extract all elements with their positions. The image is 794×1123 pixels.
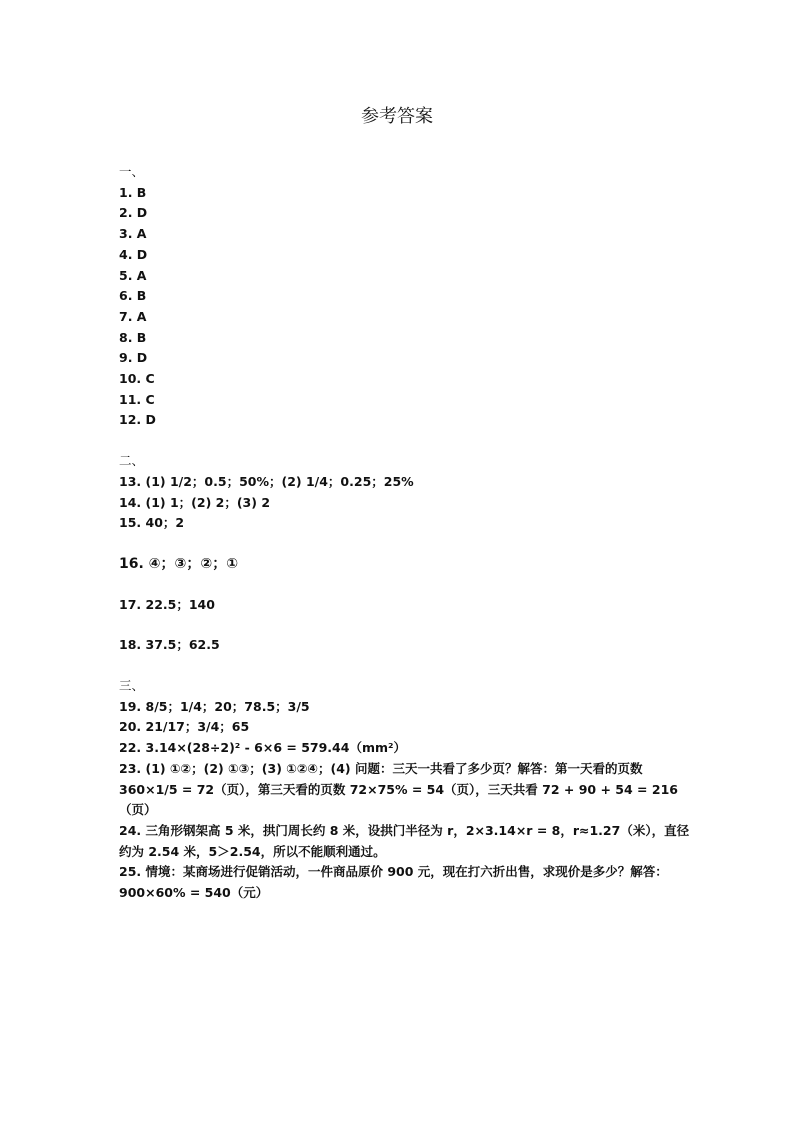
answer-25: 25. 情境：某商场进行促销活动，一件商品原价 900 元，现在打六折出售，求现价是多少？解答：900×60% = 540（元） xyxy=(119,864,668,901)
page-title: 参考答案 xyxy=(361,106,433,127)
answer-17: 17. 22.5；140 xyxy=(119,596,215,612)
answer-2: 2. D xyxy=(119,205,148,221)
answer-19: 19. 8/5；1/4；20；78.5；3/5 xyxy=(119,698,310,714)
answer-18: 18. 37.5；62.5 xyxy=(119,637,220,653)
answer-13: 13. (1) 1/2；0.5；50%；(2) 1/4；0.25；25% xyxy=(119,473,414,489)
section-3-heading: 三、 xyxy=(119,678,145,694)
answer-15: 15. 40；2 xyxy=(119,515,185,531)
answer-3: 3. A xyxy=(119,226,147,242)
section-1-heading: 一、 xyxy=(119,164,145,179)
answer-16: 16. ④；③；②；① xyxy=(119,555,239,572)
answer-4: 4. D xyxy=(119,246,148,262)
answer-24: 24. 三角形钢架高 5 米，拱门周长约 8 米，设拱门半径为 r，2×3.14×r = 8，r≈1.27（米），直径约为 2.54 米，5＞2.54，所以不能顺利通过。 xyxy=(119,822,690,859)
answer-10: 10. C xyxy=(119,371,155,387)
answer-20: 20. 21/17；3/4；65 xyxy=(119,719,250,735)
answer-1: 1. B xyxy=(119,184,147,200)
section-2-heading: 二、 xyxy=(119,453,145,469)
answer-8: 8. B xyxy=(119,329,147,345)
answer-23: 23. (1) ①②；(2) ①③；(3) ①②④；(4) 问题：三天一共看了多少页？解答：第一天看的页数 360×1/5 = 72（页），第三天看的页数 72×75% = 54（页），三天共看 72 + 90 + 54 = 216（页） xyxy=(119,760,678,818)
answer-9: 9. D xyxy=(119,350,148,366)
answer-22: 22. 3.14×(28÷2)² - 6×6 = 579.44（mm²） xyxy=(119,740,406,756)
answer-11: 11. C xyxy=(119,391,155,407)
answer-content xyxy=(119,162,695,904)
answer-12: 12. D xyxy=(119,412,156,428)
answer-7: 7. A xyxy=(119,308,147,324)
answer-5: 5. A xyxy=(119,267,147,283)
answer-14: 14. (1) 1；(2) 2；(3) 2 xyxy=(119,494,271,510)
answer-6: 6. B xyxy=(119,288,147,304)
